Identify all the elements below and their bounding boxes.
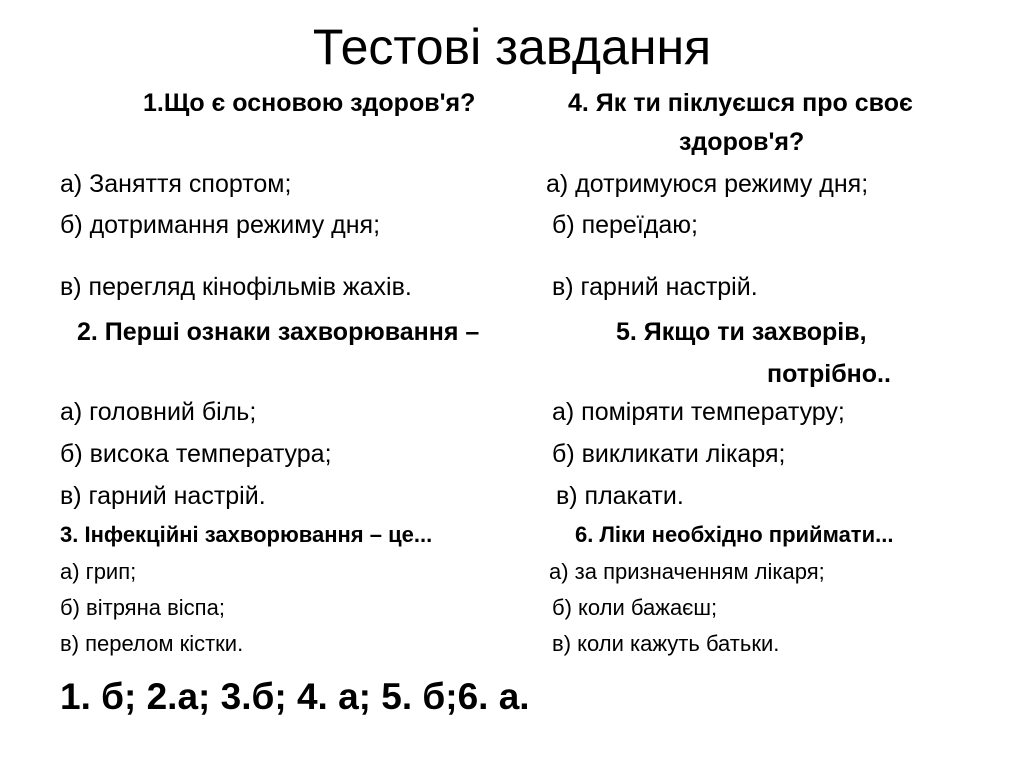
question-1: 1.Що є основою здоров'я?: [143, 89, 476, 117]
q2-option-c: в) гарний настрій.: [60, 482, 266, 510]
q4-option-c: в) гарний настрій.: [552, 273, 758, 301]
q6-option-c: в) коли кажуть батьки.: [552, 631, 780, 656]
q4-option-b: б) переїдаю;: [552, 211, 698, 239]
q1-option-c: в) перегляд кінофільмів жахів.: [60, 273, 412, 301]
page-title: Тестові завдання: [312, 19, 712, 75]
question-6: 6. Ліки необхідно приймати...: [575, 522, 894, 547]
q5-option-c: в) плакати.: [556, 482, 684, 510]
question-4-line-2: здоров'я?: [679, 128, 805, 156]
question-5-line-1: 5. Якщо ти захворів,: [616, 318, 867, 346]
q6-option-b: б) коли бажаєш;: [552, 595, 718, 620]
question-5-line-2: потрібно..: [767, 360, 891, 388]
q1-option-a: а) Заняття спортом;: [60, 170, 292, 198]
q4-option-a: а) дотримуюся режиму дня;: [546, 170, 869, 198]
q5-option-b: б) викликати лікаря;: [552, 440, 786, 468]
question-2: 2. Перші ознаки захворювання –: [77, 318, 480, 346]
question-4-line-1: 4. Як ти піклуєшся про своє: [568, 89, 913, 117]
answer-key: 1. б; 2.а; 3.б; 4. а; 5. б;6. а.: [60, 676, 530, 717]
q1-option-b: б) дотримання режиму дня;: [60, 211, 381, 239]
q2-option-b: б) висока температура;: [60, 440, 332, 468]
q3-option-c: в) перелом кістки.: [60, 631, 244, 656]
question-3: 3. Інфекційні захворювання – це...: [60, 522, 433, 547]
q3-option-a: а) грип;: [60, 559, 137, 584]
q5-option-a: а) поміряти температуру;: [552, 398, 845, 426]
q3-option-b: б) вітряна віспа;: [60, 595, 225, 620]
q2-option-a: а) головний біль;: [60, 398, 257, 426]
q6-option-a: а) за призначенням лікаря;: [549, 559, 825, 584]
